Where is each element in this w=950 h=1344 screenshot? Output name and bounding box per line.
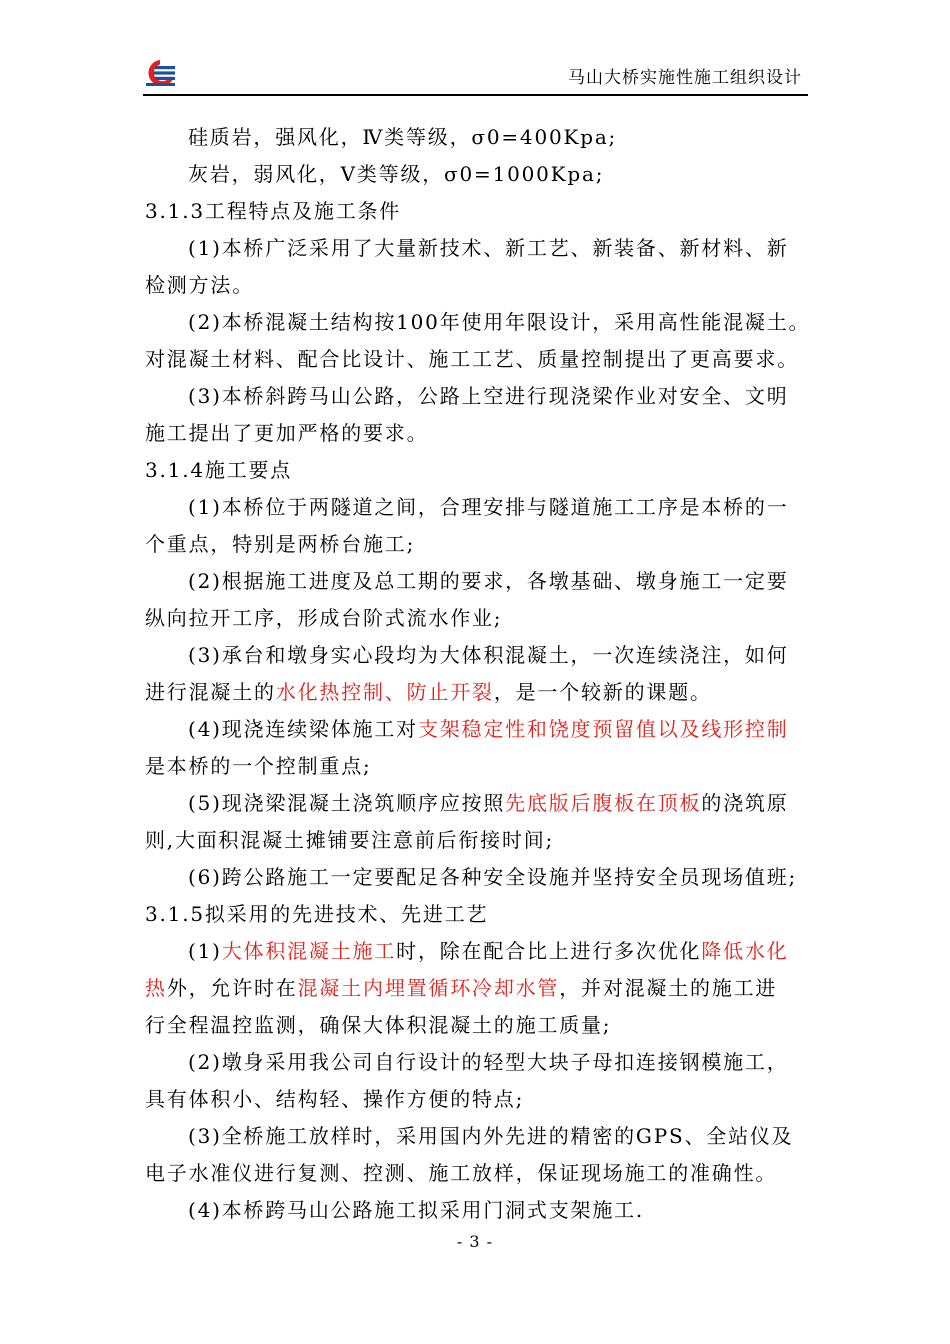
text-line xyxy=(145,193,810,230)
text-line xyxy=(145,489,810,526)
text-segment: 施工提出了更加严格的要求。 xyxy=(145,421,429,445)
text-segment: 是本桥的一个控制重点; xyxy=(145,754,372,778)
document-title: 马山大桥实施性施工组织设计 xyxy=(568,68,802,88)
text-segment: 硅质岩，强风化，Ⅳ类等级，σ0=400Kpa; xyxy=(188,125,618,149)
text-segment: (4)现浇连续梁体施工对 xyxy=(188,717,418,741)
page-number: - 3 - xyxy=(456,1232,494,1251)
text-segment: 检测方法。 xyxy=(145,273,254,297)
header-divider xyxy=(143,94,808,96)
text-line xyxy=(145,341,810,378)
text-line xyxy=(145,896,810,933)
text-segment: 具有体积小、结构轻、操作方便的特点; xyxy=(145,1087,525,1111)
text-line xyxy=(145,119,810,156)
highlighted-text: 降低水化 xyxy=(701,939,789,963)
text-line xyxy=(145,267,810,304)
text-line xyxy=(145,600,810,637)
text-line xyxy=(145,1007,810,1044)
text-segment: (4)本桥跨马山公路施工拟采用门洞式支架施工. xyxy=(188,1198,645,1222)
highlighted-text: 大体积混凝土施工 xyxy=(221,939,397,963)
text-line xyxy=(145,711,810,748)
text-line xyxy=(145,1118,810,1155)
text-segment: ，是一个较新的课题。 xyxy=(493,680,712,704)
text-line xyxy=(145,637,810,674)
text-segment: 3.1.4施工要点 xyxy=(145,458,293,482)
text-line xyxy=(145,230,810,267)
text-segment: 3.1.3工程特点及施工条件 xyxy=(145,199,402,223)
text-line xyxy=(145,1155,810,1192)
text-segment: (6)跨公路施工一定要配足各种安全设施并坚持安全员现场值班; xyxy=(188,865,798,889)
company-logo-icon xyxy=(143,58,177,88)
text-line xyxy=(145,415,810,452)
text-segment: 对混凝土材料、配合比设计、施工工艺、质量控制提出了更高要求。 xyxy=(145,347,799,371)
text-segment: (3)全桥施工放样时，采用国内外先进的精密的GPS、全站仪及 xyxy=(188,1124,794,1148)
text-line xyxy=(145,378,810,415)
text-segment: (1)本桥广泛采用了大量新技术、新工艺、新装备、新材料、新 xyxy=(188,236,789,260)
text-line xyxy=(145,563,810,600)
text-line xyxy=(145,822,810,859)
text-segment: 3.1.5拟采用的先进技术、先进工艺 xyxy=(145,902,489,926)
highlighted-text: 热 xyxy=(145,976,167,1000)
page-header xyxy=(143,52,808,96)
text-line xyxy=(145,452,810,489)
text-line xyxy=(145,785,810,822)
text-line xyxy=(145,933,810,970)
text-segment: (1) xyxy=(188,939,222,963)
text-line xyxy=(145,1081,810,1118)
text-segment: 的浇筑原 xyxy=(701,791,789,815)
text-segment: 灰岩，弱风化，Ⅴ类等级，σ0=1000Kpa; xyxy=(188,162,605,186)
text-segment: 时，除在配合比上进行多次优化 xyxy=(396,939,702,963)
text-line xyxy=(145,156,810,193)
text-segment: 则,大面积混凝土摊铺要注意前后衔接时间; xyxy=(145,828,555,852)
text-segment: (2)本桥混凝土结构按100年使用年限设计，采用高性能混凝土。 xyxy=(188,310,810,334)
highlighted-text: 先底版后腹板在顶板 xyxy=(505,791,702,815)
text-segment: 行全程温控监测，确保大体积混凝土的施工质量; xyxy=(145,1013,612,1037)
text-line xyxy=(145,674,810,711)
text-line xyxy=(145,970,810,1007)
text-line xyxy=(145,748,810,785)
document-body xyxy=(145,119,810,1229)
text-segment: 进行混凝土的 xyxy=(145,680,276,704)
text-segment: (1)本桥位于两隧道之间，合理安排与隧道施工工序是本桥的一 xyxy=(188,495,789,519)
text-segment: (2)根据施工进度及总工期的要求，各墩基础、墩身施工一定要 xyxy=(188,569,789,593)
text-segment: (2)墩身采用我公司自行设计的轻型大块子母扣连接钢模施工， xyxy=(188,1050,789,1074)
text-segment: (3)承台和墩身实心段均为大体积混凝土，一次连续浇注，如何 xyxy=(188,643,789,667)
highlighted-text: 支架稳定性和饶度预留值以及线形控制 xyxy=(417,717,789,741)
text-segment: 电子水准仪进行复测、控测、施工放样，保证现场施工的准确性。 xyxy=(145,1161,778,1185)
text-line xyxy=(145,304,810,341)
text-segment: 纵向拉开工序，形成台阶式流水作业; xyxy=(145,606,503,630)
text-segment: (3)本桥斜跨马山公路，公路上空进行现浇梁作业对安全、文明 xyxy=(188,384,789,408)
highlighted-text: 混凝土内埋置循环冷却水管 xyxy=(297,976,560,1000)
text-segment: 个重点，特别是两桥台施工; xyxy=(145,532,416,556)
text-line xyxy=(145,526,810,563)
text-line xyxy=(145,1044,810,1081)
text-line xyxy=(145,1192,810,1229)
text-segment: (5)现浇梁混凝土浇筑顺序应按照 xyxy=(188,791,506,815)
text-segment: 外，允许时在 xyxy=(166,976,298,1000)
highlighted-text: 水化热控制、防止开裂 xyxy=(275,680,494,704)
text-segment: ，并对混凝土的施工进 xyxy=(559,976,778,1000)
text-line xyxy=(145,859,810,896)
